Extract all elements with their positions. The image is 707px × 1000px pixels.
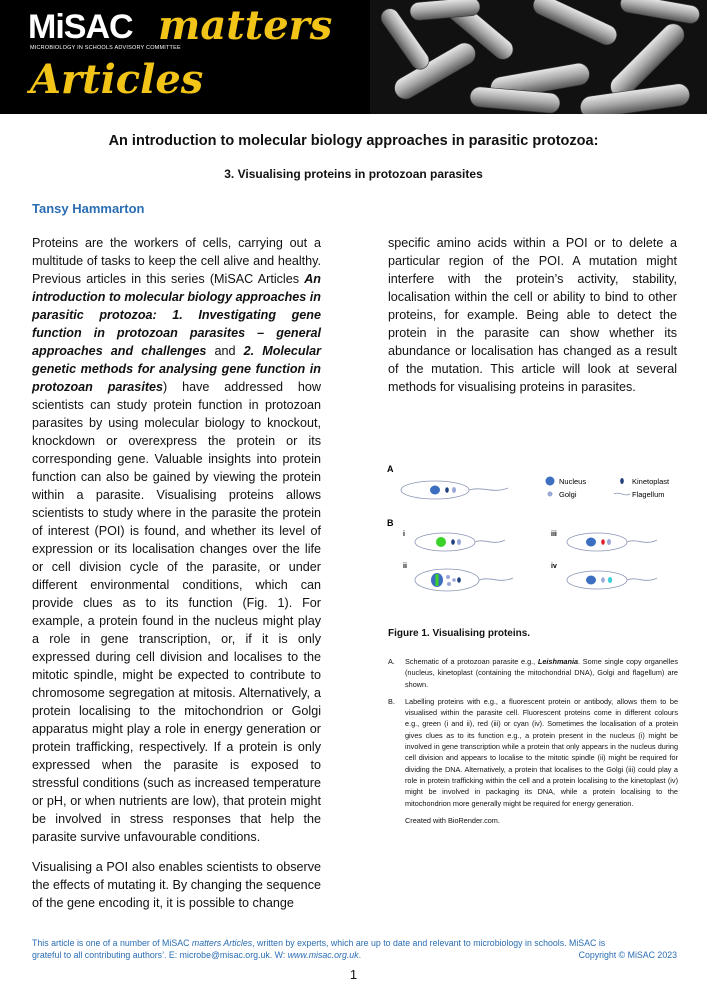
figure-notes [388,656,678,826]
parasite-b-ii [415,569,513,591]
body-column-left [32,234,321,912]
paragraph-1: Proteins are the workers of cells, carrying out a multitude of tasks to keep the cell alive and healthy. Previous articles in this series (MiSAC Articles An introduction to molecular biology approaches in parasitic protozoa: 1. Investigating gene function in protozoan parasites – general approaches and challenges and 2. Molecular genetic methods for analysing gene function in protozoan parasites) have addressed how scientists can study protein function in protozoan parasites by using molecular biology to knockout, knockdown or overexpress the protein or its corresponding gene. Valuable insights into protein function can also be gained by viewing the protein within a parasite. Visualising proteins allows scientists to study where in the parasite the protein of interest (POI) is found, and whether its level of expression or its localisation changes over the life or cell division cycle of the parasite, or under different environmental conditions, which can provide clues as to its function (Fig. 1). For example, a protein found in the nucleus might play a role in gene transcription, or, if it is only expressed during cell division and localises to the mitotic spindle, might be expected to contribute to chromosome segregation at mitosis. Alternatively, a protein localising to the mitochondrion or Golgi apparatus might play a role in energy generation or protein trafficking, respectively. If a protein is only expressed when the parasite is exposed to stressful conditions (such as increased temperature or pH, or when nutrients are low), that protein might be involved in stress responses that help the parasite survive unfavourable conditions. [32,236,322,844]
figure-1-diagram [383,458,686,608]
paragraph-2: Visualising a POI also enables scientists to observe the effects of mutating it. By changing the sequence of the gene encoding it, it is possible to change [32,860,321,910]
misac-logo: MiSAC [28,8,133,46]
sub-label-iv: iv [551,563,557,570]
bacteria-photo [370,0,707,114]
note-a: A. Schematic of a protozoan parasite e.g., Leishmania. Some single copy organelles (nucleus, kinetoplast (containing the mitochondrial DNA), Golgi and flagellum) are shown. [388,657,678,689]
paragraph-2-continued: specific amino acids within a POI or to delete a particular region of the POI. A mutation might interfere with the protein’s activity, stability, localisation within the cell or ability to bind to other proteins, for example. Being able to detect the protein in the parasite can show whether its abundance or localisation has changed as a result of the mutation. This article will look at several methods for visualising proteins in parasites. [388,236,677,394]
copyright: Copyright © MiSAC 2023 [578,950,677,960]
sub-label-iii: iii [551,531,557,538]
panel-b-label: B [387,518,394,528]
figure-caption: Figure 1. Visualising proteins. [388,628,531,639]
articles-wordmark: Articles [30,56,204,103]
parasite-schematic-a [401,481,508,499]
parasite-b-iv [567,571,657,589]
legend-golgi: Golgi [559,490,577,499]
legend-nucleus: Nucleus [559,477,587,486]
biorender-credit: Created with BioRender.com. [405,815,500,825]
panel-a-label: A [387,464,394,474]
page-title: An introduction to molecular biology approaches in parasitic protozoa: [108,133,599,149]
body-column-right [388,234,677,396]
figure-legend [546,477,671,500]
legend-flagellum: Flagellum [632,490,665,499]
note-b: B. Labelling proteins with e.g., a fluorescent protein or antibody, allows them to be visualised within the parasite cell. Fluorescent proteins come in different colours e.g., green (i and ii), red (iii) or cyan (iv). Sometimes the localisation of a protein gives clues as to its function e.g., a protein present in the nucleus (i) might be involved in gene transcription while a protein that only appears in the nucleus during cell division and appears to localise to the mitotic spindle (ii) might be required for dividing the DNA. Alternatively, a protein that localises to the Golgi (iii) could play a role in protein trafficking within the cell and a protein localising to the kinetoplast (iv) might be involved in packaging its DNA, while a protein localising to the mitochondrion more generally might be required for energy generation. [388,696,678,808]
logo-subtitle: MICROBIOLOGY IN SCHOOLS ADVISORY COMMITTEE [30,45,181,51]
sub-label-ii: ii [403,563,407,570]
matters-wordmark: matters [158,2,333,49]
legend-kinetoplast: Kinetoplast [632,477,670,486]
header-banner [0,0,707,114]
sub-label-i: i [403,531,405,538]
page-subtitle: 3. Visualising proteins in protozoan parasites [224,167,483,181]
author-name: Tansy Hammarton [32,201,145,216]
footer-note: This article is one of a number of MiSAC matters Articles, written by experts, which are up to date and relevant to microbiology in schools. MiSAC is grateful to all contributing authors’. E: microbe@misac.org.uk. W: www.misac.org.uk. Copyright © MiSAC 2023 [32,938,677,960]
parasite-b-iii [567,533,657,551]
website-link[interactable]: www.misac.org.uk [287,950,359,960]
page-number: 1 [349,967,358,982]
parasite-b-i [415,533,505,551]
